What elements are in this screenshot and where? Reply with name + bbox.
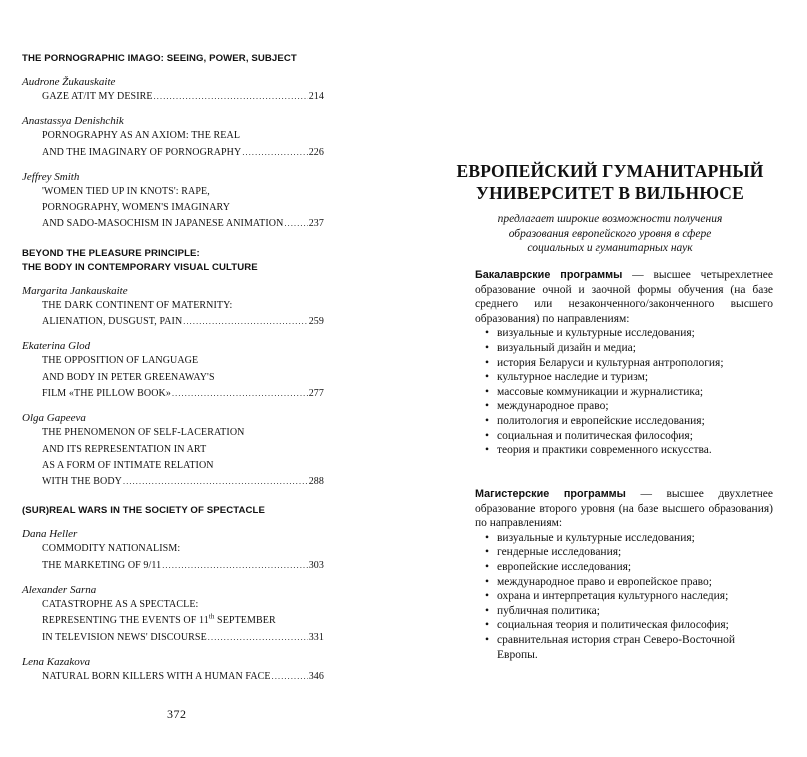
master-intro: [475, 487, 773, 531]
tagline: [451, 212, 769, 256]
program-item-text: сравнительная история стран Северо-Восточной Европы.: [497, 633, 736, 661]
program-item-text: визуальные и культурные исследования;: [497, 327, 695, 340]
entry-author: Dana Heller: [22, 528, 78, 541]
dot-leader: [162, 558, 307, 574]
program-item: [475, 385, 773, 400]
program-item: [475, 429, 773, 444]
program-item: [475, 589, 773, 604]
toc-entry: [22, 583, 324, 646]
entry-title-line: [22, 474, 324, 490]
toc-entry: [22, 411, 324, 490]
program-item-text: социальная теория и политическая философия;: [497, 619, 729, 632]
program-item: [475, 575, 773, 590]
toc-entry: [22, 170, 324, 233]
entry-title-line: [22, 630, 324, 646]
page-number-left: 372: [167, 707, 187, 721]
toc-entry: [22, 75, 324, 105]
right-page: [403, 0, 807, 757]
entry-title-text: THE MARKETING OF 9/11: [42, 559, 162, 571]
program-item-text: культурное наследие и туризм;: [497, 371, 649, 384]
program-item-text: гендерные исследования;: [497, 546, 622, 559]
entry-page-number: 277: [308, 387, 324, 399]
bullet-icon: •: [485, 531, 490, 544]
entry-page-number: 331: [308, 631, 324, 643]
program-item: [475, 604, 773, 619]
program-item-text: политология и европейские исследования;: [497, 414, 705, 427]
bullet-icon: •: [485, 385, 490, 398]
entry-title-text: GAZE AT/IT MY DESIRE: [42, 91, 153, 102]
entry-title-line: PORNOGRAPHY AS AN AXIOM: THE REAL: [42, 130, 241, 142]
program-item-text: социальная и политическая философия;: [497, 429, 693, 442]
bullet-icon: •: [485, 371, 490, 384]
dot-leader: [172, 386, 308, 402]
entry-title-line: [22, 314, 324, 330]
dot-leader: [183, 314, 307, 330]
program-item-text: визуальный дизайн и медиа;: [497, 341, 636, 354]
toc-entry: [22, 527, 324, 574]
entry-title-line: THE PHENOMENON OF SELF-LACERATION: [42, 427, 245, 439]
bachelor-programs: [475, 268, 773, 458]
entry-title-line: PORNOGRAPHY, WOMEN'S IMAGINARY: [42, 202, 231, 214]
program-item-text: международное право и европейское право;: [497, 575, 712, 588]
entry-title-line: [22, 669, 324, 685]
program-item-text: история Беларуси и культурная антропология;: [497, 356, 724, 369]
entry-title-line: AND ITS REPRESENTATION IN ART: [42, 443, 207, 455]
toc-entry: [22, 655, 324, 685]
entry-title-text: WITH THE BODY: [42, 476, 122, 488]
master-heading: Магистерские программы: [475, 488, 626, 500]
toc-entry: [22, 339, 324, 402]
bachelor-heading: Бакалаврские программы: [475, 269, 623, 281]
section-title: THE BODY IN CONTEMPORARY VISUAL CULTURE: [22, 261, 258, 273]
bullet-icon: •: [485, 575, 490, 588]
bullet-icon: •: [485, 341, 490, 354]
bachelor-program-list: [475, 326, 773, 457]
section-spacer: [22, 233, 324, 247]
entry-page-number: 214: [308, 91, 324, 102]
entry-title-line: AND BODY IN PETER GREENAWAY'S: [42, 371, 215, 383]
dot-leader: [123, 474, 308, 490]
entry-title-line: [22, 145, 324, 161]
tagline-line: социальных и гуманитарных наук: [527, 242, 693, 254]
bullet-icon: •: [485, 604, 490, 617]
entry-title-line: REPRESENTING THE EVENTS OF 11th SEPTEMBER: [42, 613, 276, 627]
entry-author: Ekaterina Glod: [22, 340, 91, 353]
entry-title-line: [22, 386, 324, 402]
program-item: [475, 618, 773, 633]
bullet-icon: •: [485, 560, 490, 573]
program-item: [475, 341, 773, 356]
section-title: (SUR)REAL WARS IN THE SOCIETY OF SPECTACLE: [22, 505, 265, 517]
bachelor-intro: [475, 268, 773, 326]
tagline-line: образования европейского уровня в сфере: [508, 227, 712, 240]
program-item-text: публичная политика;: [497, 604, 600, 617]
program-item-text: европейские исследования;: [497, 560, 632, 573]
program-item: [475, 531, 773, 546]
entry-page-number: 346: [308, 670, 324, 682]
table-of-contents: [22, 52, 324, 685]
toc-section: [22, 233, 324, 491]
entry-page-number: 237: [308, 218, 324, 230]
bachelor-intro-text: — высшее четырехлетнее образование очной и заочной формы обучения (на базе среднего или незаконченного/законченного высшего образования) по направлениям:: [475, 269, 773, 325]
section-spacer: [22, 490, 324, 504]
entry-title-text: ALIENATION, DUSGUST, PAIN: [42, 316, 183, 328]
program-item-text: визуальные и культурные исследования;: [497, 531, 695, 544]
entry-title-text: FILM «THE PILLOW BOOK»: [42, 387, 171, 399]
tagline-line: предлагает широкие возможности получения: [497, 213, 723, 225]
program-item-text: международное право;: [497, 400, 609, 413]
entry-title-line: AS A FORM OF INTIMATE RELATION: [42, 459, 214, 471]
entry-title-text: AND SADO-MASOCHISM IN JAPANESE ANIMATION: [42, 218, 284, 230]
entry-title-line: 'WOMEN TIED UP IN KNOTS': RAPE,: [42, 185, 210, 197]
entry-page-number: 226: [308, 146, 324, 158]
entry-title-text: IN TELEVISION NEWS' DISCOURSE: [42, 631, 207, 643]
entry-title-line: THE DARK CONTINENT OF MATERNITY:: [42, 299, 233, 311]
bullet-icon: •: [485, 633, 490, 646]
program-item-text: массовые коммуникации и журналистика;: [497, 385, 704, 398]
entry-author: Lena Kazakova: [22, 655, 91, 668]
university-title-line: ЕВРОПЕЙСКИЙ ГУМАНИТАРНЫЙ: [456, 161, 764, 181]
dot-leader: [242, 145, 307, 161]
entry-title-text: AND THE IMAGINARY OF PORNOGRAPHY: [42, 146, 242, 158]
entry-title-text: NATURAL BORN KILLERS WITH A HUMAN FACE: [42, 670, 271, 682]
entry-author: Audrone Žukauskaite: [22, 76, 116, 88]
bullet-icon: •: [485, 400, 490, 413]
bullet-icon: •: [485, 327, 490, 340]
toc-section: [22, 52, 324, 233]
entry-author: Alexander Sarna: [22, 584, 97, 597]
section-title: BEYOND THE PLEASURE PRINCIPLE:: [22, 247, 200, 259]
entry-title-line: [22, 89, 324, 105]
entry-author: Jeffrey Smith: [22, 170, 80, 183]
bullet-icon: •: [485, 356, 490, 369]
dot-leader: [208, 630, 308, 646]
bullet-icon: •: [485, 590, 490, 603]
bullet-icon: •: [485, 546, 490, 559]
program-item: [475, 443, 773, 458]
entry-title-line: CATASTROPHE AS A SPECTACLE:: [42, 599, 199, 611]
entry-author: Anastassya Denishchik: [22, 115, 124, 128]
program-item-text: охрана и интерпретация культурного наследия;: [497, 590, 729, 603]
master-intro-text: — высшее двухлетнее образование второго уровня (на базе высшего образования) по направлениям:: [475, 488, 773, 530]
program-item: [475, 633, 773, 662]
master-programs: [475, 487, 773, 662]
dot-leader: [154, 89, 308, 105]
program-item: [475, 414, 773, 429]
entry-title-line: [22, 558, 324, 574]
bullet-icon: •: [485, 619, 490, 632]
master-program-list: [475, 531, 773, 662]
program-item: [475, 545, 773, 560]
entry-page-number: 259: [308, 316, 324, 328]
left-page: [0, 0, 403, 757]
dot-leader: [284, 216, 307, 232]
section-title: THE PORNOGRAPHIC IMAGO: SEEING, POWER, SUBJECT: [22, 53, 297, 64]
entry-title-line: THE OPPOSITION OF LANGUAGE: [42, 355, 199, 367]
entry-page-number: 288: [308, 476, 324, 488]
university-title-line: УНИВЕРСИТЕТ В ВИЛЬНЮСЕ: [476, 183, 744, 203]
program-item: [475, 356, 773, 371]
program-item: [475, 560, 773, 575]
program-item-text: теория и практики современного искусства.: [497, 444, 712, 457]
entry-title-line: COMMODITY NATIONALISM:: [42, 543, 181, 555]
bullet-icon: •: [485, 444, 490, 457]
toc-section: [22, 490, 324, 685]
bullet-icon: •: [485, 429, 490, 442]
bullet-icon: •: [485, 414, 490, 427]
program-item: [475, 370, 773, 385]
entry-page-number: 303: [308, 559, 324, 571]
entry-title-line: [22, 216, 324, 232]
dot-leader: [272, 669, 308, 685]
program-item: [475, 399, 773, 414]
toc-entry: [22, 114, 324, 161]
entry-author: Olga Gapeeva: [22, 412, 86, 425]
program-item: [475, 326, 773, 341]
toc-entry: [22, 284, 324, 331]
entry-author: Margarita Jankauskaite: [22, 284, 128, 297]
university-title: [451, 160, 769, 204]
